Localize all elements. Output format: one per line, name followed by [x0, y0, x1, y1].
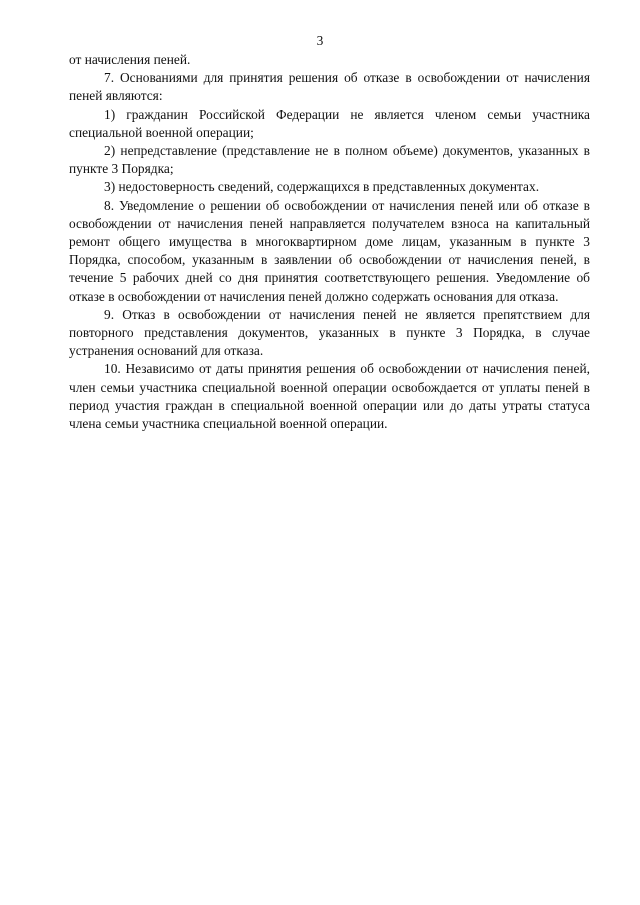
- paragraph-item-8: 8. Уведомление о решении об освобождении от начисления пеней или об отказе в освобождении от начисления пеней направляется получателем взноса на капитальный ремонт общего имущества в многоквартирном доме лицам, указанным в пункте 3 Порядка, способом, указанным в заявлении об освобождении от начисления пеней, в течение 5 рабочих дней со дня принятия соответствующего решения. Уведомление об отказе в освобождении от начисления пеней должно содержать основания для отказа.: [69, 197, 590, 304]
- paragraph-subitem-3: 3) недостоверность сведений, содержащихся в представленных документах.: [104, 179, 540, 195]
- paragraph-subitem-2: 2) непредставление (представление не в полном объеме) документов, указанных в пункте 3 Порядка;: [69, 143, 590, 177]
- paragraph-item-9: 9. Отказ в освобождении от начисления пеней не является препятствием для повторного представления документов, указанных в пункте 3 Порядка, в случае устранения оснований для отказа.: [69, 306, 590, 359]
- paragraph-continuation: от начисления пеней.: [69, 52, 191, 67]
- page-number: 3: [316, 33, 324, 48]
- paragraph-item-7: 7. Основаниями для принятия решения об отказе в освобождении от начисления пеней являются:: [69, 70, 590, 104]
- paragraph-subitem-1: 1) гражданин Российской Федерации не является членом семьи участника специальной военной операции;: [69, 106, 590, 140]
- document-body: [69, 51, 590, 433]
- paragraph-item-10: 10. Независимо от даты принятия решения об освобождении от начисления пеней, член семьи участника специальной военной операции освобождается от уплаты пеней в период участия граждан в специальной военной операции или до даты утраты статуса члена семьи участника специальной военной операции.: [69, 361, 590, 432]
